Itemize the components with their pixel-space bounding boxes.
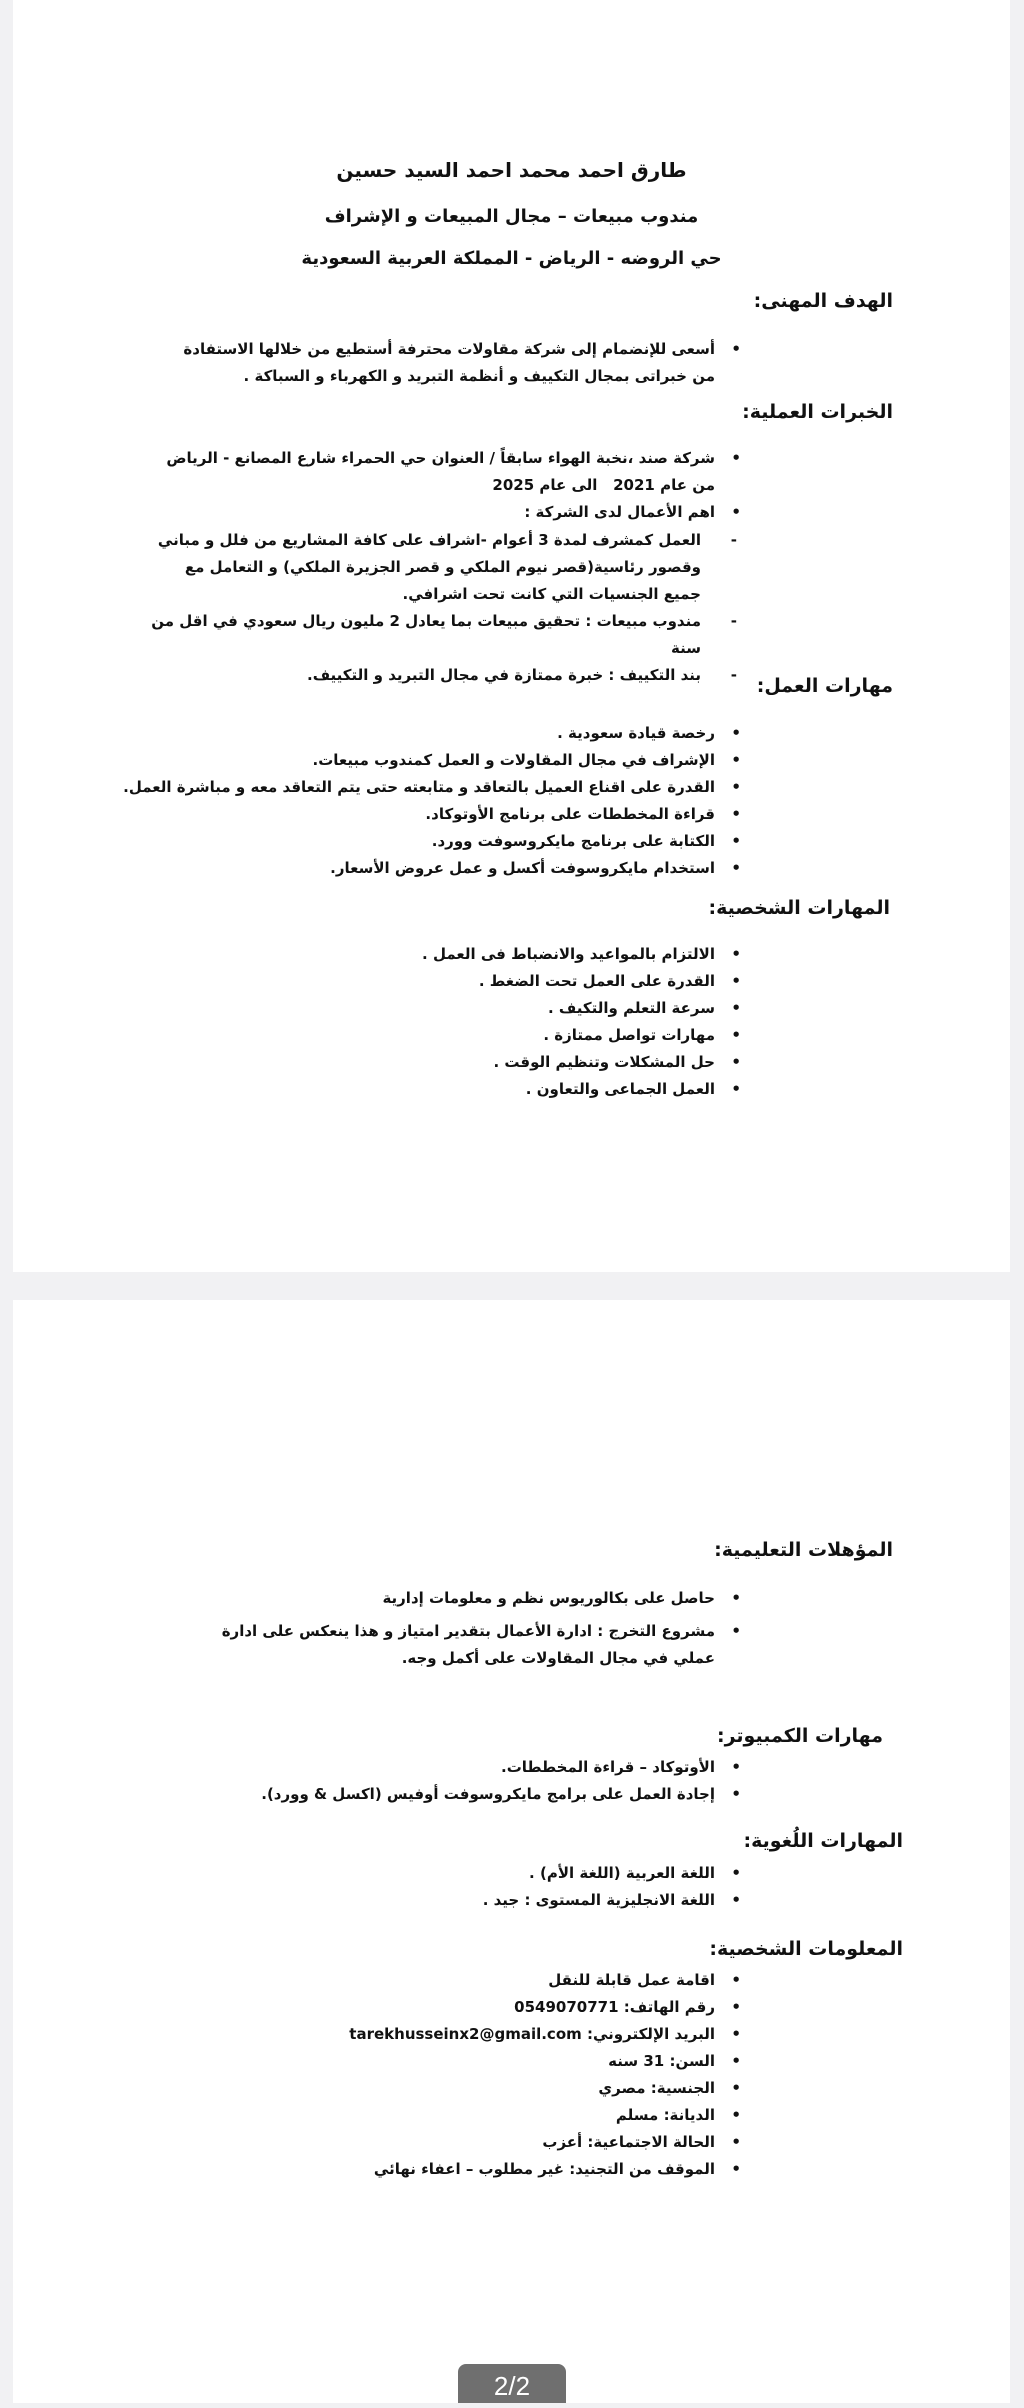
- page-2: [13, 1300, 1010, 2403]
- religion-value: مسلم: [615, 2106, 659, 2124]
- personal-info-list: [241, 1967, 741, 2183]
- nationality-label: الجنسية:: [650, 2079, 715, 2097]
- religion-label: الديانة:: [663, 2106, 715, 2124]
- tasks-item: [141, 499, 741, 526]
- email-label: البريد الإلكتروني:: [587, 2025, 715, 2043]
- location: حي الروضه - الرياض - المملكة العربية السعودية: [301, 248, 722, 269]
- nationality-item: [241, 2075, 741, 2102]
- experience-list: [141, 445, 741, 526]
- tasks-wrapper: [151, 527, 741, 689]
- job-title: مندوب مبيعات – مجال المبيعات و الإشراف: [324, 206, 699, 227]
- list-item: • الكتابة على برنامج مايكروسوفت وورد.: [121, 828, 741, 855]
- tasks-list: [151, 527, 741, 689]
- list-item: • الأوتوكاد – قراءة المخططات.: [181, 1754, 741, 1781]
- residence-item: • اقامة عمل قابلة للنقل: [241, 1967, 741, 1994]
- marital-label: الحالة الاجتماعية:: [587, 2133, 715, 2151]
- email-value[interactable]: tarekhusseinx2@gmail.com: [349, 2025, 582, 2043]
- list-item: • أسعى للإنضمام إلى شركة مقاولات محترفة أستطيع من خلالها الاستفادة من خبراتى بمجال التكييف و أنظمة التبريد و الكهرباء و السباكة .: [181, 336, 741, 390]
- list-item: • قراءة المخططات على برنامج الأوتوكاد.: [121, 801, 741, 828]
- list-item: • اللغة العربية (اللغة الأم) .: [241, 1860, 741, 1887]
- experience-heading: الخبرات العملية:: [742, 401, 893, 423]
- personal-skills-list: [341, 941, 741, 1103]
- list-item: • اللغة الانجليزية المستوى : جيد .: [241, 1887, 741, 1914]
- tasks-heading: اهم الأعمال لدى الشركة :: [524, 503, 715, 521]
- period-to: 2025: [492, 476, 535, 494]
- list-item: • حل المشكلات وتنظيم الوقت .: [341, 1049, 741, 1076]
- list-item: • الالتزام بالمواعيد والانضباط فى العمل .: [341, 941, 741, 968]
- tasks-block: [151, 527, 741, 689]
- religion-item: [241, 2102, 741, 2129]
- objective-heading: الهدف المهنى:: [753, 290, 893, 312]
- task-item: - بند التكييف : خبرة ممتازة في مجال التبريد و التكييف.: [151, 662, 741, 689]
- company-line: شركة صند ،نخبة الهواء سابقاً / العنوان حي الحمراء شارع المصانع - الرياض: [166, 449, 715, 467]
- age-value: 31 سنه: [608, 2052, 665, 2070]
- military-value: غير مطلوب – اعفاء نهائي: [373, 2160, 564, 2178]
- personal-info-heading: المعلومات الشخصية:: [709, 1938, 903, 1960]
- period-prefix: من عام: [660, 476, 715, 494]
- period-from: 2021: [613, 476, 655, 494]
- page-1: [13, 0, 1010, 1272]
- military-label: الموقف من التجنيد:: [569, 2160, 715, 2178]
- list-item: • القدرة على اقناع العميل بالتعاقد و متابعته حتى يتم التعاقد معه و مباشرة العمل.: [121, 774, 741, 801]
- list-item: • إجادة العمل على برامج مايكروسوفت أوفيس (اكسل & وورد).: [181, 1781, 741, 1808]
- list-item: • العمل الجماعى والتعاون .: [341, 1076, 741, 1103]
- age-item: [241, 2048, 741, 2075]
- task-item: - العمل كمشرف لمدة 3 أعوام -اشراف على كافة المشاريع من فلل و مباني وقصور رئاسية(قصر نيوم الملكي و قصر الجزيرة الملكي) و التعامل مع جميع الجنسيات التي كانت تحت اشرافي.: [151, 527, 741, 608]
- age-label: السن:: [669, 2052, 715, 2070]
- list-item: • حاصل على بكالوريوس نظم و معلومات إدارية: [181, 1585, 741, 1612]
- phone-item: [241, 1994, 741, 2021]
- list-item: • سرعة التعلم والتكيف .: [341, 995, 741, 1022]
- phone-value: 0549070771: [514, 1998, 619, 2016]
- work-skills-list: [121, 720, 741, 882]
- work-skills-heading: مهارات العمل:: [756, 675, 893, 697]
- list-item: • القدرة على العمل تحت الضغط .: [341, 968, 741, 995]
- list-item: • رخصة قيادة سعودية .: [121, 720, 741, 747]
- email-item: [241, 2021, 741, 2048]
- language-skills-heading: المهارات اللُغوية:: [743, 1830, 903, 1852]
- personal-skills-heading: المهارات الشخصية:: [708, 897, 890, 919]
- education-list: [181, 1585, 741, 1672]
- company-item: [141, 445, 741, 499]
- period-to-word: الى عام: [539, 476, 598, 494]
- military-item: [241, 2156, 741, 2183]
- list-item: • الإشراف في مجال المقاولات و العمل كمندوب مبيعات.: [121, 747, 741, 774]
- marital-value: أعزب: [542, 2133, 583, 2151]
- list-item: • استخدام مايكروسوفت أكسل و عمل عروض الأسعار.: [121, 855, 741, 882]
- marital-item: [241, 2129, 741, 2156]
- list-item: • مهارات تواصل ممتازة .: [341, 1022, 741, 1049]
- computer-skills-heading: مهارات الكمبيوتر:: [716, 1725, 883, 1747]
- education-heading: المؤهلات التعليمية:: [714, 1539, 893, 1561]
- computer-skills-list: [181, 1754, 741, 1808]
- phone-label: رقم الهاتف:: [623, 1998, 715, 2016]
- objective-list: [181, 336, 741, 390]
- list-item: • مشروع التخرج : ادارة الأعمال بتقدير امتياز و هذا ينعكس على ادارة عملي في مجال المقاولات على أكمل وجه.: [181, 1618, 741, 1672]
- candidate-name: طارق احمد محمد احمد السيد حسين: [336, 158, 687, 182]
- task-item: - مندوب مبيعات : تحقيق مبيعات بما يعادل 2 مليون ريال سعودي في اقل من سنة: [151, 608, 741, 662]
- language-skills-list: [241, 1860, 741, 1914]
- page-indicator[interactable]: 2/2: [458, 2364, 566, 2403]
- nationality-value: مصري: [598, 2079, 646, 2097]
